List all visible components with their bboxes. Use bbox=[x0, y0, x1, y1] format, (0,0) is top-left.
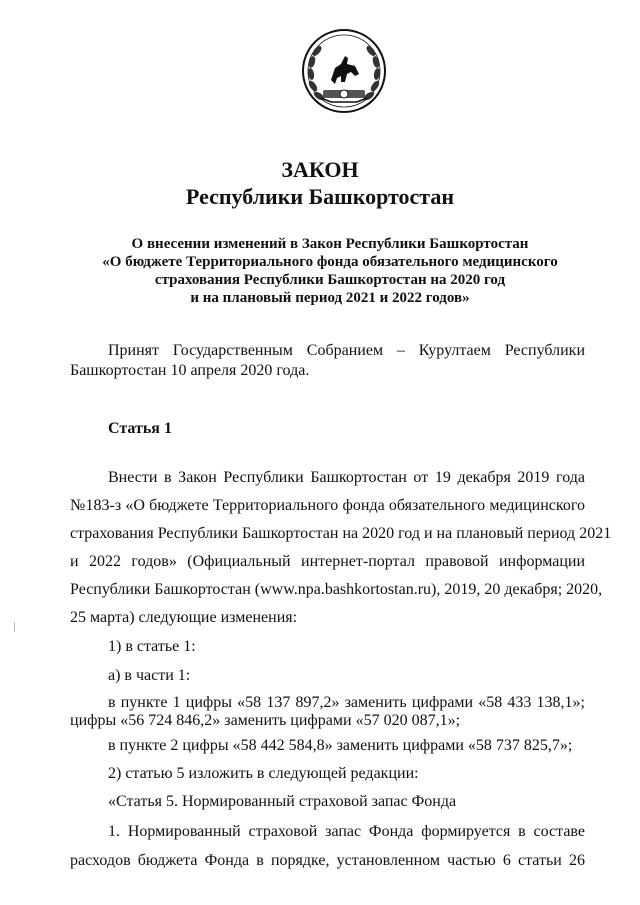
article-5-p1-line-1: 1. Нормированный страховой запас Фонда формируется в составе bbox=[108, 823, 585, 840]
body-line: и 2022 годов» (Официальный интернет-портал правовой информации bbox=[70, 553, 585, 570]
point-1-line-2: цифры «56 724 846,2» заменить цифрами «57 020 087,1»; bbox=[70, 712, 461, 729]
article-5-title: «Статья 5. Нормированный страховой запас Фонда bbox=[108, 793, 457, 810]
body-line: 25 марта) следующие изменения: bbox=[70, 609, 298, 626]
body-line: страхования Республики Башкортостан на 2020 год и на плановый период 2021 bbox=[70, 525, 612, 542]
adopted-line-1: Принят Государственным Собранием – Курултаем Республики bbox=[108, 342, 585, 359]
article-heading: Статья 1 bbox=[108, 420, 172, 437]
body-line: №183-з «О бюджете Территориального фонда обязательного медицинского bbox=[70, 497, 585, 514]
item-2: 2) статью 5 изложить в следующей редакции: bbox=[108, 765, 419, 782]
law-title-line: О внесении изменений в Закон Республики Башкортостан bbox=[131, 236, 529, 252]
point-1-line-1: в пункте 1 цифры «58 137 897,2» заменить цифрами «58 433 138,1»; bbox=[108, 694, 585, 711]
republic-heading: Республики Башкортостан bbox=[185, 184, 455, 209]
body-line: Республики Башкортостан (www.npa.bashkortostan.ru), 2019, 20 декабря; 2020, bbox=[70, 581, 603, 598]
law-title-line: «О бюджете Территориального фонда обязательного медицинского bbox=[102, 254, 558, 270]
body-line: Внести в Закон Республики Башкортостан от 19 декабря 2019 года bbox=[108, 469, 585, 486]
law-heading: ЗАКОН bbox=[281, 157, 359, 182]
law-title bbox=[70, 235, 590, 307]
law-title-line: и на плановый период 2021 и 2022 годов» bbox=[190, 290, 470, 306]
point-2: в пункте 2 цифры «58 442 584,8» заменить цифрами «58 737 825,7»; bbox=[108, 737, 573, 754]
law-title-line: страхования Республики Башкортостан на 2020 год bbox=[154, 272, 506, 288]
scan-margin-mark bbox=[14, 622, 15, 632]
adopted-line-2: Башкортостан 10 апреля 2020 года. bbox=[70, 362, 310, 379]
article-5-p1-line-2: расходов бюджета Фонда в порядке, установленном частью 6 статьи 26 bbox=[70, 852, 585, 869]
item-1a: а) в части 1: bbox=[108, 667, 191, 684]
item-1: 1) в статье 1: bbox=[108, 638, 196, 655]
coat-of-arms-emblem bbox=[301, 28, 387, 114]
